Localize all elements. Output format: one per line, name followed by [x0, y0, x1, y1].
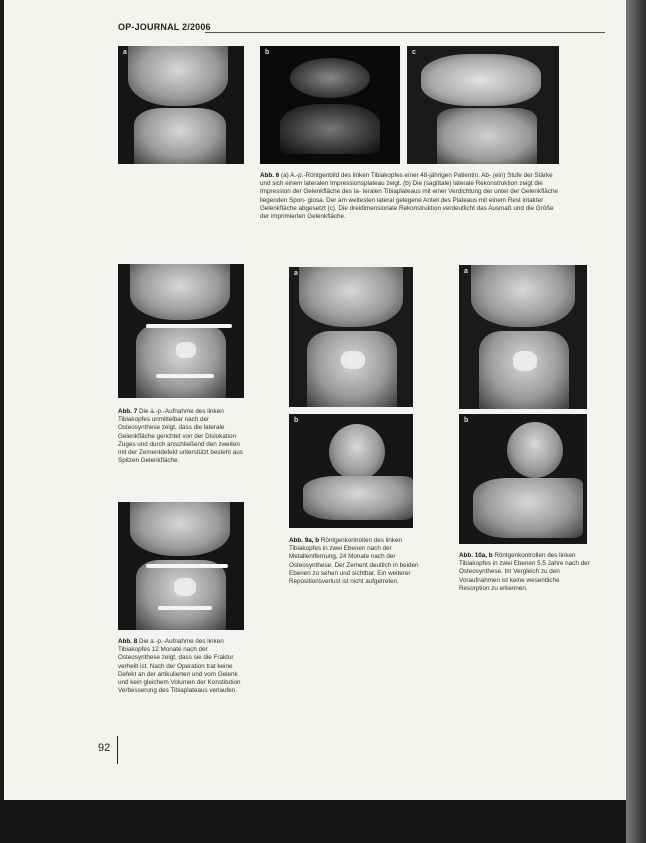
fig10a-cement [513, 351, 537, 371]
fig6a-label: a [123, 49, 127, 56]
fig10b-xray [459, 414, 587, 544]
fig9a-cement [341, 351, 365, 369]
fig7-cement [176, 342, 196, 358]
fig6-caption-title: Abb. 6 [260, 172, 280, 179]
fig10a-label: a [464, 268, 468, 275]
fig7-caption-text: Die a.-p.-Aufnahme des linken Tibiakopfes unmittelbar nach der Osteosynthese zeigt, dass die laterale Gelenkfläche gerichtet von der Dislokation Zuges und durch anschließend den zweiten mit der Zementdefekt unterstützt besteht aus Spitzen Gelenkfläche. [118, 408, 243, 465]
fig7-screw-lower [156, 374, 214, 378]
fig6b-mri [260, 46, 400, 164]
fig9-caption [289, 537, 419, 621]
fig8-screw-upper [146, 564, 228, 568]
page-number: 92 [98, 742, 111, 754]
fig8-caption-title: Abb. 8 [118, 638, 138, 645]
fig9-caption-title: Abb. 9a, b [289, 537, 320, 544]
fig7-caption [118, 408, 248, 490]
fig8-screw-lower [158, 606, 212, 610]
fig8-caption-text: Die a.-p.-Aufnahme des linken Tibiakopfes 12 Monate nach der Osteosynthese zeigt, dass sie die Fraktur verheilt ist. Nach der Operation trat keine Defekt an der artikulierten und vom Gelenk und kein gleichem Volumen der Konstitution Verbesserung des Tibiaplateaus verlaufen. [118, 638, 241, 695]
fig6-caption-text: (a) A.-p.-Röntgenbild des linken Tibiakopfes einer 48-jährigen Patientin. Ab- (ein) Stufe der Stärke und sich einem lateralen Impressionsplateau zeigt. (b) Die (sagittale) laterale Rekonstruktion zeigt die Impression der Gelenkfläche des la- teralen Tibiaplateaus mit einer Verdichtung der unter der Gelenkfläche liegenden Spon- giosa. Der am weitesten lateral gelegene Anteil des Plateaus mit einem Rest intakter Gelenkfläche abgesetzt (c). Die dreidimensionale Rekonstruktion verdeutlicht das Ausmaß und die Größe der imprimierten Gelenkfläche. [260, 172, 558, 221]
fig6b-label: b [265, 49, 270, 56]
fig6a-xray [118, 46, 244, 164]
fig7-screw-upper [146, 324, 232, 328]
page-edge-shadow [626, 0, 646, 843]
fig9a-xray [289, 267, 413, 407]
fig6c-label: c [412, 49, 416, 56]
journal-header: OP-JOURNAL 2/2006 [118, 22, 211, 32]
fig10-caption [459, 552, 591, 622]
fig9-caption-text: Röntgenkontrollen des linken Tibiakopfes in zwei Ebenen nach der Metallentfernung, 24 Monate nach der Osteosynthese. Der Zement deutlich in beiden Ebenen zu sehen und sichtbar. Ein weiterer Repositionsverlust ist nicht aufgetreten. [289, 537, 419, 586]
fig9b-label: b [294, 417, 299, 424]
fig8-cement [174, 578, 196, 596]
fig6c-3d-reconstruction [407, 46, 559, 164]
fig10a-xray [459, 265, 587, 409]
fig9b-xray [289, 414, 413, 528]
fig7-caption-title: Abb. 7 [118, 408, 138, 415]
fig8-xray [118, 502, 244, 630]
fig10b-label: b [464, 417, 469, 424]
fig7-xray [118, 264, 244, 398]
fig6-caption [260, 172, 560, 254]
scan-background [0, 800, 626, 843]
page-number-rule [117, 736, 118, 764]
fig10-caption-text: Röntgenkontrollen des linken Tibiakopfes in zwei Ebenen 5,5 Jahre nach der Osteosynthese. Im Vergleich zu den Voraufnahmen ist keine wesentliche Resorption zu erkennen. [459, 552, 590, 592]
fig9a-label: a [294, 270, 298, 277]
header-rule [205, 32, 605, 33]
fig8-caption [118, 638, 248, 734]
fig10-caption-title: Abb. 10a, b [459, 552, 493, 559]
